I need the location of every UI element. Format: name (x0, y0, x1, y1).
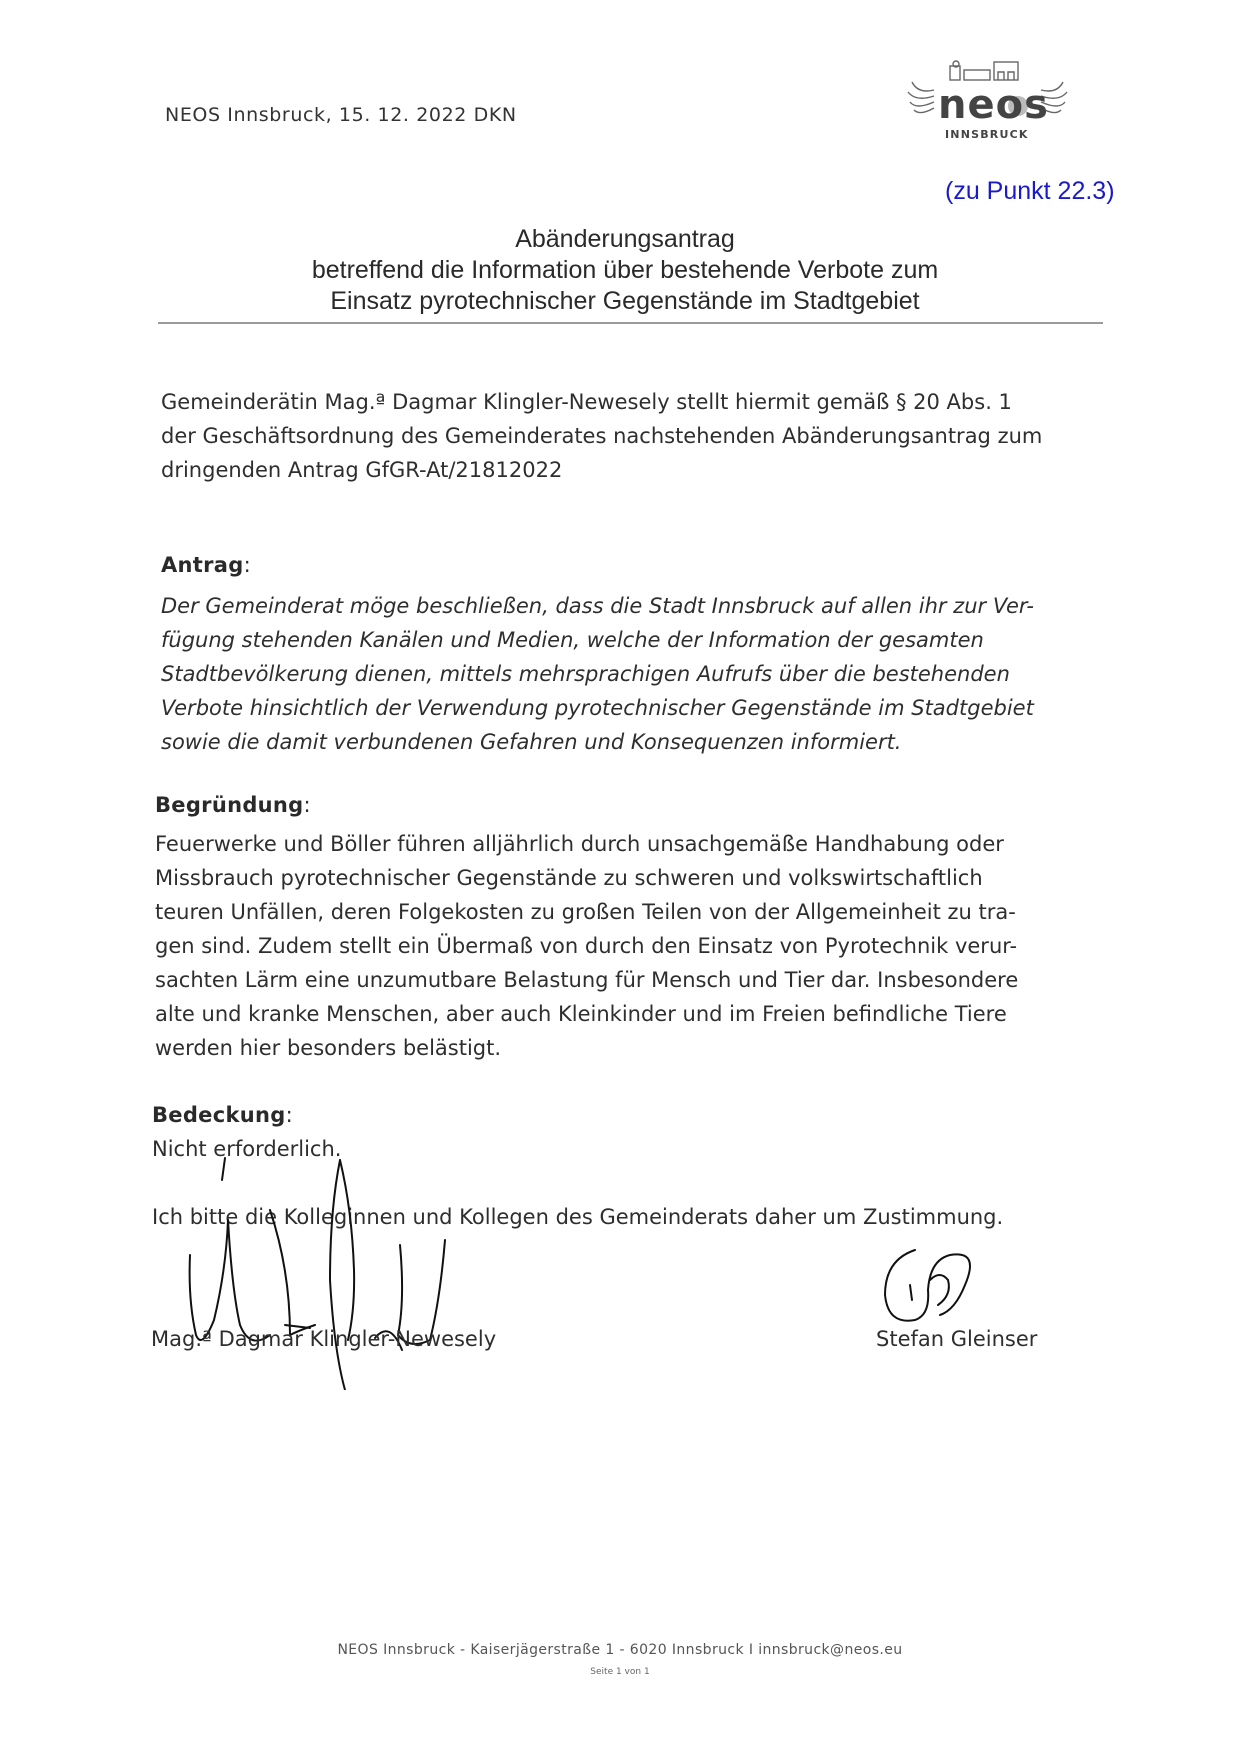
antrag-line: Der Gemeinderat möge beschließen, dass die Stadt Innsbruck auf allen ihr zur Ver- (161, 594, 1034, 618)
logo-wordmark: neos (938, 82, 1049, 128)
footer-address: NEOS Innsbruck - Kaiserjägerstraße 1 - 6020 Innsbruck I innsbruck@neos.eu (337, 1642, 903, 1658)
bedeckung-text: Nicht erforderlich. (152, 1137, 342, 1161)
signatory-left-name: Mag.ª Dagmar Klingler-Newesely (151, 1327, 497, 1351)
intro-paragraph (161, 385, 1091, 487)
footer-page-number: Seite 1 von 1 (590, 1667, 650, 1677)
logo-subline: INNSBRUCK (945, 128, 1029, 141)
begruendung-line: teuren Unfällen, deren Folgekosten zu großen Teilen von der Allgemeinheit zu tra- (155, 900, 1016, 924)
begruendung-line: gen sind. Zudem stellt ein Übermaß von durch den Einsatz von Pyrotechnik verur- (155, 934, 1018, 958)
agenda-reference: (zu Punkt 22.3) (945, 177, 1115, 205)
antrag-line: Stadtbevölkerung dienen, mittels mehrsprachigen Aufrufs über die bestehenden (161, 662, 1010, 686)
signature-klingler-icon (140, 1150, 540, 1390)
antrag-line: fügung stehenden Kanälen und Medien, welche der Information der gesamten (161, 628, 984, 652)
antrag-text (161, 589, 1101, 759)
closing-sentence: Ich bitte die Kolleginnen und Kollegen des Gemeinderats daher um Zustimmung. (152, 1205, 1004, 1229)
signatory-right-name: Stefan Gleinser (876, 1327, 1038, 1351)
begruendung-line: Missbrauch pyrotechnischer Gegenstände zu schweren und volkswirtschaftlich (155, 866, 983, 890)
sender-date-line: NEOS Innsbruck, 15. 12. 2022 DKN (165, 104, 517, 126)
intro-line: Gemeinderätin Mag.ª Dagmar Klingler-Newesely stellt hiermit gemäß § 20 Abs. 1 (161, 390, 1012, 414)
begruendung-heading: Begründung: (155, 793, 311, 817)
title-line: Einsatz pyrotechnischer Gegenstände im Stadtgebiet (330, 287, 920, 315)
title-line: Abänderungsantrag (515, 225, 735, 253)
document-title (150, 224, 1100, 317)
begruendung-line: sachten Lärm eine unzumutbare Belastung für Mensch und Tier dar. Insbesondere (155, 968, 1019, 992)
antrag-line: Verbote hinsichtlich der Verwendung pyrotechnischer Gegenstände im Stadtgebiet (161, 696, 1034, 720)
antrag-line: sowie die damit verbundenen Gefahren und Konsequenzen informiert. (161, 730, 902, 754)
begruendung-line: alte und kranke Menschen, aber auch Kleinkinder und im Freien befindliche Tiere (155, 1002, 1007, 1026)
title-divider (158, 322, 1103, 324)
begruendung-line: Feuerwerke und Böller führen alljährlich durch unsachgemäße Handhabung oder (155, 832, 1004, 856)
title-line: betreffend die Information über bestehende Verbote zum (311, 256, 939, 284)
bedeckung-heading: Bedeckung: (152, 1103, 293, 1127)
intro-line: der Geschäftsordnung des Gemeinderates nachstehenden Abänderungsantrag zum (161, 424, 1043, 448)
antrag-heading: Antrag: (161, 553, 251, 577)
begruendung-line: werden hier besonders belästigt. (155, 1036, 502, 1060)
begruendung-text (155, 827, 1095, 1065)
intro-line: dringenden Antrag GfGR-At/21812022 (161, 458, 563, 482)
neos-logo (900, 60, 1075, 145)
